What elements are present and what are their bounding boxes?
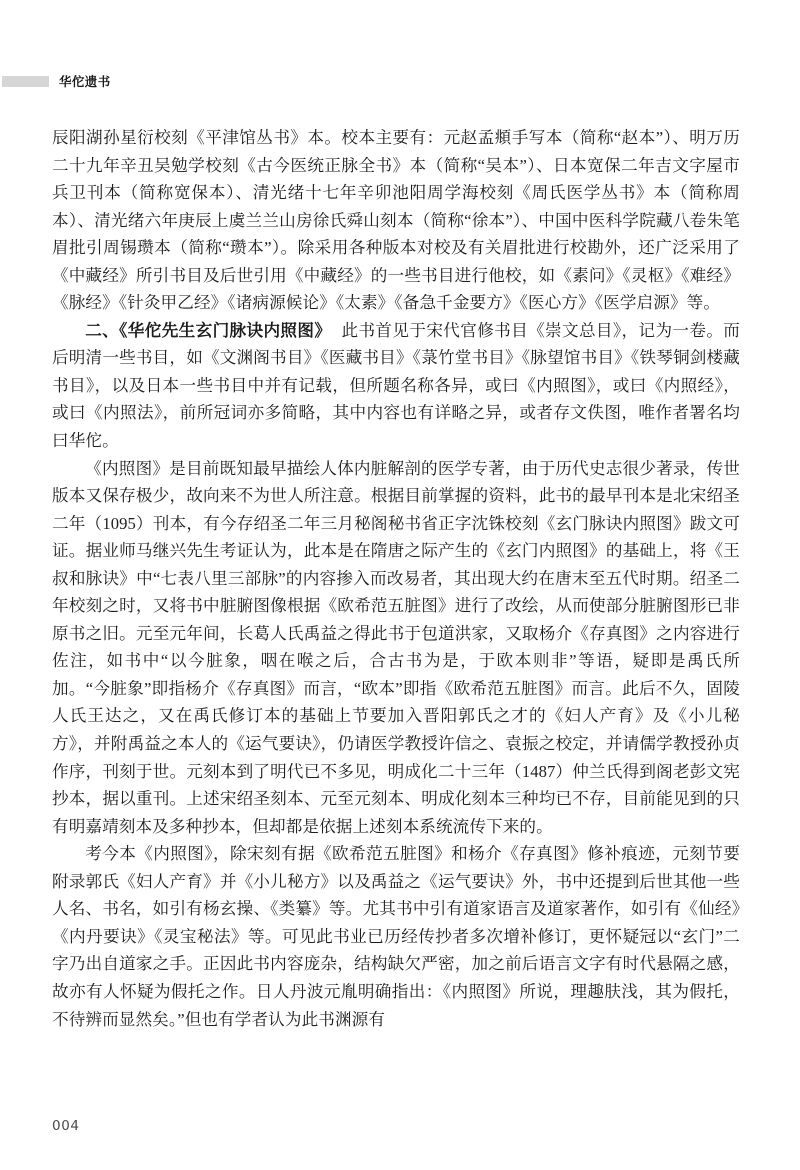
paragraph-neizhaotu-analysis: 考今本《内照图》，除宋刻有据《欧希范五脏图》和杨介《存真图》修补痕迹，元刻节要附录郭氏《妇人产育》并《小儿秘方》以及禹益之《运气要诀》外，书中还提到后世其他一些人名、书名，如引有杨玄操、《类纂》等。尤其书中引有道家语言及道家著作，如引有《仙经》《内丹要诀》《灵宝秘法》等。可见此书业已历经传抄者多次增补修订，更怀疑冠以“玄门”二字乃出自道家之手。正因此书内容庞杂，结构缺欠严密，加之前后语言文字有时代悬隔之感，故亦有人怀疑为假托之作。日人丹波元胤明确指出：《内照图》所说，理趣肤浅，其为假托，不待辨而显然矣。”但也有学者认为此书渊源有 — [52, 844, 740, 1029]
paragraph-versions: 辰阳湖孙星衍校刻《平津馆丛书》本。校本主要有：元赵孟頫手写本（简称“赵本”）、明万历二十九年辛丑吴勉学校刻《古今医统正脉全书》本（简称“吴本”）、日本宽保二年吉文字屋市兵卫刊本（简称宽保本）、清光绪十七年辛卯池阳周学海校刻《周氏医学丛书》本（简称周本）、清光绪六年庚辰上虞兰兰山房徐氏舜山刻本（简称“徐本”）、中国中医科学院藏八卷朱笔眉批引周锡瓒本（简称“瓒本”）。除采用各种版本对校及有关眉批进行校勘外，还广泛采用了《中藏经》所引书目及后世引用《中藏经》的一些书目进行他校，如《素问》《灵枢》《难经》《脉经》《针灸甲乙经》《诸病源候论》《太素》《备急千金要方》《医心方》《医学启源》等。 — [52, 128, 740, 313]
header-book-title: 华佗遗书 — [59, 74, 111, 89]
body-text-column — [52, 124, 740, 1033]
header-rule-block — [2, 76, 49, 87]
page-number: 004 — [52, 1118, 80, 1134]
running-header — [0, 70, 800, 92]
paragraph-neizhaotu-history: 《内照图》是目前既知最早描绘人体内脏解剖的医学专著，由于历代史志很少著录，传世版本又保存极少，故向来不为世人所注意。根据目前掌握的资料，此书的最早刊本是北宋绍圣二年（1095）刊本，有今存绍圣二年三月秘阁秘书省正字沈铢校刻《玄门脉诀内照图》跋文可证。据业师马继兴先生考证认为，此本是在隋唐之际产生的《玄门内照图》的基础上，将《王叔和脉诀》中“七表八里三部脉”的内容掺入而改易者，其出现大约在唐末至五代时期。绍圣二年校刻之时，又将书中脏腑图像根据《欧希范五脏图》进行了改绘，从而使部分脏腑图形已非原书之旧。元至元年间，长葛人氏禹益之得此书于包道洪家，又取杨介《存真图》之内容进行佐注，如书中“以今脏象，咽在喉之后，合古书为是，于欧本则非”等语，疑即是禹氏所加。“今脏象”即指杨介《存真图》而言，“欧本”即指《欧希范五脏图》而言。此后不久，固陵人氏王达之，又在禹氏修订本的基础上节要加入晋阳郭氏之才的《妇人产育》及《小儿秘方》，并附禹益之本人的《运气要诀》，仍请医学教授许信之、袁振之校定，并请儒学教授孙贞作序，刊刻于世。元刻本到了明代已不多见，明成化二十三年（1487）仲兰氏得到阁老彭文宪抄本，据以重刊。上述宋绍圣刻本、元至元刻本、明成化刻本三种均已不存，目前能见到的只有明嘉靖刻本及多种抄本，但却都是依据上述刻本系统流传下来的。 — [52, 458, 740, 836]
section-heading-lead: 二、《华佗先生玄门脉诀内照图》 — [85, 320, 332, 340]
paragraph-neizhaotu-intro-text: 此书首见于宋代官修书目《崇文总目》，记为一卷。而后明清一些书目，如《文渊阁书目》《医藏书目》《菉竹堂书目》《脉望馆书目》《铁琴铜剑楼藏书目》，以及日本一些书目中并有记载，但所题名称各异，或曰《内照图》，或曰《内照经》，或曰《内照法》，前所冠词亦多简略，其中内容也有详略之异，或者存文佚图，唯作者署名均曰华佗。 — [52, 320, 740, 451]
paragraph-neizhaotu-intro — [52, 317, 740, 455]
